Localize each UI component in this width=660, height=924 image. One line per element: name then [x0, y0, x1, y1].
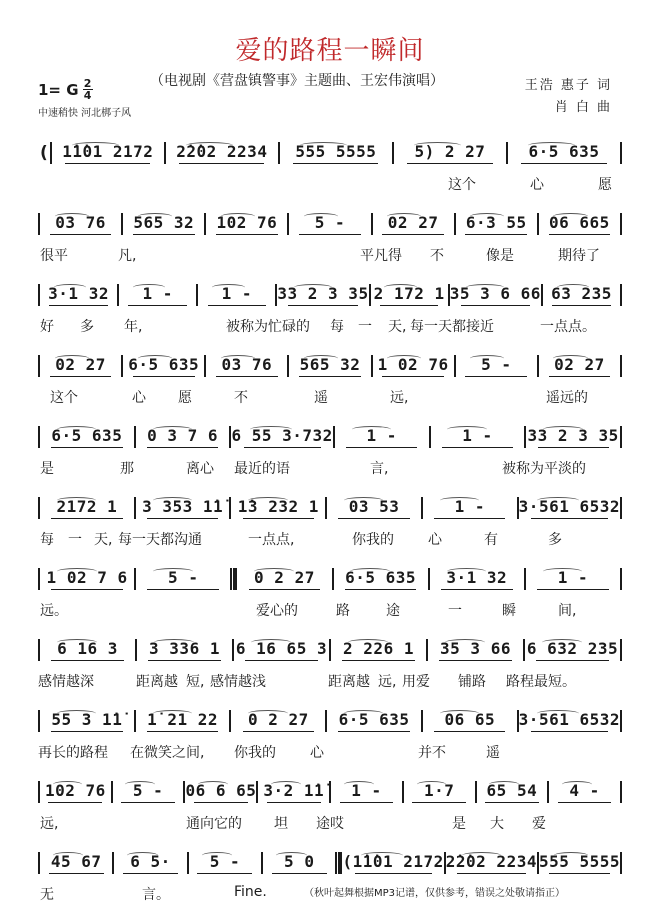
- measure: 2172 1: [40, 497, 134, 520]
- barline: [230, 568, 237, 590]
- measure: 3·2 1̇1̇: [258, 781, 329, 804]
- lyric-text: 路程最短。: [506, 674, 576, 690]
- lyric-text: 平凡得: [360, 248, 402, 264]
- measure: 2̇2̇02 2234: [446, 852, 537, 875]
- notation-row: [38, 282, 622, 308]
- lyrics-row: [38, 458, 622, 478]
- lyrics-row: [38, 316, 622, 336]
- measure: 45 67: [40, 852, 112, 875]
- lyric-text: 愿: [598, 177, 612, 193]
- measure: 1 -: [119, 284, 196, 307]
- lyric-text: 那: [120, 461, 134, 477]
- barline: [620, 568, 622, 590]
- measure: 6·3 55: [456, 213, 537, 236]
- measure: 6·5 635: [327, 710, 421, 733]
- measure: 6 16 3: [40, 639, 135, 662]
- measure: 555 5555: [280, 142, 392, 165]
- measure: 33 2 3 35: [526, 426, 620, 449]
- measure: 5 -: [136, 568, 230, 591]
- lyric-text: 你我的: [234, 745, 276, 761]
- lyric-text: 好: [40, 319, 54, 335]
- measure: 6 16 65 3: [234, 639, 329, 662]
- lyric-text: 最近的语: [234, 461, 290, 477]
- lyric-text: 再长的路程: [38, 745, 108, 761]
- lyric-text: 不: [234, 390, 248, 406]
- song-title: 爱的路程一瞬间: [235, 36, 425, 66]
- measure: 565 32: [123, 213, 204, 236]
- measure: 102 76: [206, 213, 287, 236]
- measure: 5) 2 27: [394, 142, 506, 165]
- lyric-text: 离心: [186, 461, 214, 477]
- barline: [620, 426, 622, 448]
- measure: 1 -: [431, 426, 525, 449]
- lyric-text: 路: [336, 603, 350, 619]
- measure: 0 2 27: [237, 568, 331, 591]
- measure: 3·1 32: [40, 284, 117, 307]
- lyric-text: 一: [68, 532, 82, 548]
- lyric-text: 言。: [142, 887, 170, 903]
- measure: 1 02 76: [373, 355, 454, 378]
- measure: 2̇2̇02 2234: [166, 142, 278, 165]
- lyric-text: 期待了: [558, 248, 600, 264]
- lyric-text: 远,: [378, 674, 397, 690]
- measure: 3·561 6532: [519, 710, 620, 733]
- lyric-text: 天,: [94, 532, 113, 548]
- barline: [620, 852, 622, 874]
- lyrics-row: [38, 245, 622, 265]
- notation-row: [38, 566, 622, 592]
- lyric-text: 爱心的: [256, 603, 298, 619]
- lyric-text: 这个: [50, 390, 78, 406]
- composer-credit: 肖 白 曲: [554, 100, 612, 115]
- lyrics-row: [38, 174, 622, 194]
- time-signature: $\frac{2}{4}$: [83, 77, 92, 102]
- measure: 3 336 1: [137, 639, 232, 662]
- lyric-text: 一: [448, 603, 462, 619]
- lyric-text: 爱: [532, 816, 546, 832]
- measure: 5 -: [113, 781, 184, 804]
- lyric-text: 一点点,: [248, 532, 295, 548]
- lyric-text: 远,: [390, 390, 409, 406]
- lyric-text: 凡,: [118, 248, 137, 264]
- lyric-text: 一点点。: [540, 319, 596, 335]
- lyric-text: 远,: [40, 816, 59, 832]
- lyricist-credit: 王浩 惠子 词: [524, 78, 612, 93]
- lyric-text: 很平: [40, 248, 68, 264]
- lyrics-row: [38, 884, 622, 904]
- measure: 65 54: [477, 781, 548, 804]
- notation-row: [38, 708, 622, 734]
- lyric-text: 遥远的: [546, 390, 588, 406]
- lyric-text: 途哎: [316, 816, 344, 832]
- measure: 03 76: [206, 355, 287, 378]
- measure: 4 -: [549, 781, 620, 804]
- measure: (1̇1̇01 2172: [342, 852, 443, 875]
- measure: 02 27: [539, 355, 620, 378]
- measure: 0 2 27: [231, 710, 325, 733]
- lyric-text: 多: [80, 319, 94, 335]
- measure: 1 -: [331, 781, 402, 804]
- barline: [620, 639, 622, 661]
- notation-row: [38, 850, 622, 876]
- lyric-text: 遥: [486, 745, 500, 761]
- measure: 02 27: [373, 213, 454, 236]
- song-subtitle: （电视剧《营盘镇警事》主题曲、王宏伟演唱）: [150, 73, 444, 89]
- measure: 03 53: [327, 497, 421, 520]
- lyric-text: 远。: [40, 603, 68, 619]
- lyric-text: 心: [428, 532, 442, 548]
- barline: [335, 852, 342, 874]
- lyrics-row: [38, 387, 622, 407]
- tempo-marking: 中速稍快 河北梆子风: [38, 108, 132, 119]
- barline: [620, 781, 622, 803]
- lyric-text: 距离越: [136, 674, 178, 690]
- repeat-paren: (: [40, 143, 48, 163]
- measure: 6 55 3·732: [231, 426, 332, 449]
- measure: 02 27: [40, 355, 121, 378]
- measure: 3 353 1̇1̇: [136, 497, 230, 520]
- notation-row: [38, 495, 622, 521]
- barline: [620, 284, 622, 306]
- key-signature: [38, 78, 93, 101]
- measure: 6 632 235: [525, 639, 620, 662]
- lyric-text: 无: [40, 887, 54, 903]
- notation-row: [38, 140, 622, 166]
- lyric-text: 坦: [274, 816, 288, 832]
- lyric-text: 心: [530, 177, 544, 193]
- measure: 06 665: [539, 213, 620, 236]
- measure: 33 2 3 35: [277, 284, 368, 307]
- measure: 1 02 7 6: [40, 568, 134, 591]
- measure: 5 -: [289, 213, 370, 236]
- lyric-text: 间,: [558, 603, 577, 619]
- measure: 6 5·: [114, 852, 186, 875]
- measure: 06 6 65: [185, 781, 256, 804]
- lyric-text: 被称为平淡的: [502, 461, 586, 477]
- lyric-text: 你我的: [352, 532, 394, 548]
- lyric-text: 大: [490, 816, 504, 832]
- lyric-text: 像是: [486, 248, 514, 264]
- lyric-text: 用爱: [402, 674, 430, 690]
- lyric-text: 短,: [186, 674, 205, 690]
- measure: 6·5 635: [40, 426, 134, 449]
- notation-row: [38, 353, 622, 379]
- lyrics-row: [38, 742, 622, 762]
- measure: 6·5 635: [508, 142, 620, 165]
- measure: 555 5555: [539, 852, 620, 875]
- measure: 35 3 6 66: [450, 284, 541, 307]
- measure: 1 -: [335, 426, 429, 449]
- barline: [620, 142, 622, 164]
- lyric-text: 是: [452, 816, 466, 832]
- lyric-text: 心: [310, 745, 324, 761]
- lyrics-row: [38, 529, 622, 549]
- lyric-text: 在微笑之间,: [130, 745, 205, 761]
- lyric-text: 瞬: [502, 603, 516, 619]
- lyric-text: 每一天都接近: [410, 319, 494, 335]
- lyric-text: 是: [40, 461, 54, 477]
- measure: 5 0: [263, 852, 335, 875]
- barline: [620, 497, 622, 519]
- measure: 63 235: [543, 284, 620, 307]
- lyrics-row: [38, 671, 622, 691]
- lyric-text: 被称为忙碌的: [226, 319, 310, 335]
- barline: [620, 355, 622, 377]
- lyric-text: 有: [484, 532, 498, 548]
- lyric-text: 多: [548, 532, 562, 548]
- measure: 2 226 1: [331, 639, 426, 662]
- measure: 55 3 1̇1̇: [40, 710, 134, 733]
- lyrics-row: [38, 600, 622, 620]
- measure: 1 -: [198, 284, 275, 307]
- key-label: 1= G: [38, 80, 79, 99]
- lyric-text: 距离越: [328, 674, 370, 690]
- lyric-text: Fine.: [234, 884, 267, 900]
- barline: [620, 213, 622, 235]
- lyric-text: （秋叶起舞根据MP3记谱，仅供参考，错误之处敬请指正）: [304, 888, 566, 899]
- lyric-text: 通向它的: [186, 816, 242, 832]
- lyric-text: 不: [430, 248, 444, 264]
- lyric-text: 愿: [178, 390, 192, 406]
- notation-row: [38, 211, 622, 237]
- measure: 1̇ 21 22: [136, 710, 230, 733]
- measure: 1̇3 232 1: [231, 497, 325, 520]
- measure: 1̇1̇01 2172: [52, 142, 164, 165]
- lyric-text: 遥: [314, 390, 328, 406]
- notation-row: [38, 779, 622, 805]
- measure: 1·7: [404, 781, 475, 804]
- measure: 1 -: [423, 497, 517, 520]
- measure: 5 -: [456, 355, 537, 378]
- lyric-text: 一: [358, 319, 372, 335]
- lyric-text: 每: [330, 319, 344, 335]
- notation-row: [38, 637, 622, 663]
- lyric-text: 这个: [448, 177, 476, 193]
- lyric-text: 天,: [388, 319, 407, 335]
- lyric-text: 心: [132, 390, 146, 406]
- measure: 0 3 7 6: [136, 426, 230, 449]
- lyric-text: 每: [40, 532, 54, 548]
- lyrics-row: [38, 813, 622, 833]
- measure: 5 -: [189, 852, 261, 875]
- measure: 6·5 635: [123, 355, 204, 378]
- measure: 3·561 6532: [519, 497, 620, 520]
- lyric-text: 感情越深: [38, 674, 94, 690]
- measure: 35 3 66: [428, 639, 523, 662]
- measure: 565 32: [289, 355, 370, 378]
- measure: 6·5 635: [334, 568, 428, 591]
- lyric-text: 年,: [124, 319, 143, 335]
- barline: [620, 710, 622, 732]
- measure: 1 -: [526, 568, 620, 591]
- lyric-text: 并不: [418, 745, 446, 761]
- measure: 3·1 32: [430, 568, 524, 591]
- measure: 2 172 1: [371, 284, 448, 307]
- notation-row: [38, 424, 622, 450]
- measure: 102 76: [40, 781, 111, 804]
- lyric-text: 每一天都沟通: [118, 532, 202, 548]
- lyric-text: 途: [386, 603, 400, 619]
- lyric-text: 铺路: [458, 674, 486, 690]
- lyric-text: 言,: [370, 461, 389, 477]
- lyric-text: 感情越浅: [210, 674, 266, 690]
- measure: 03 76: [40, 213, 121, 236]
- measure: 06 65: [423, 710, 517, 733]
